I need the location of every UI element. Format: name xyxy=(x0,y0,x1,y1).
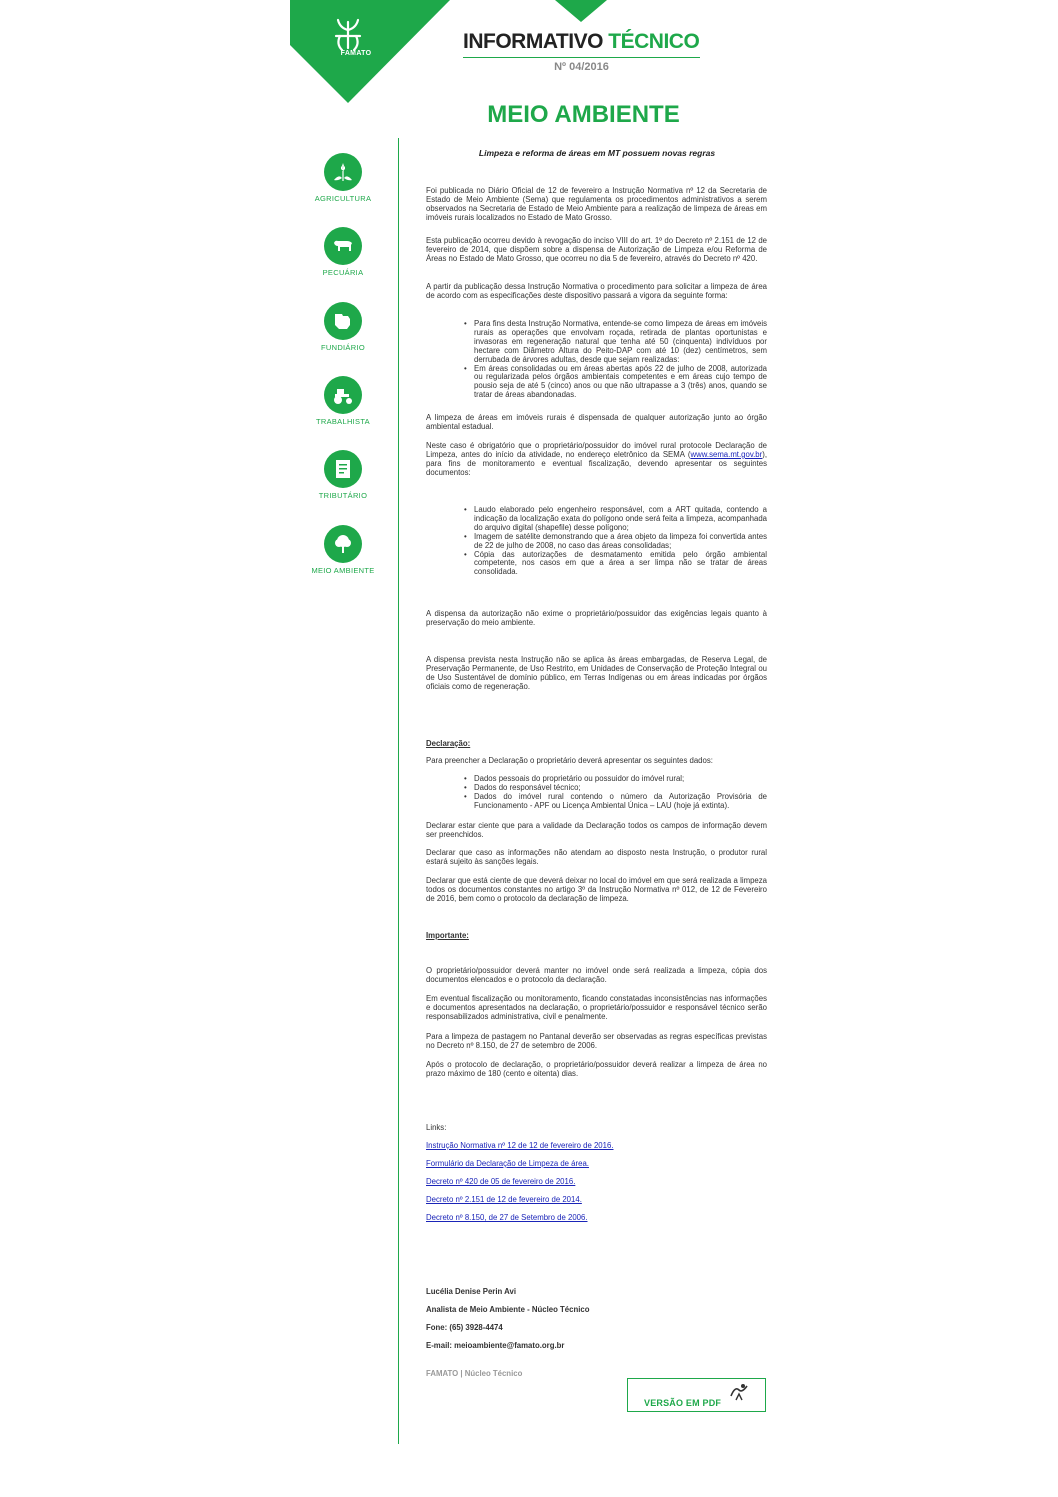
paragraph xyxy=(426,442,767,478)
signature-name: Lucélia Denise Perin Avi xyxy=(426,1287,516,1296)
pdf-version-button[interactable] xyxy=(627,1378,766,1412)
paragraph: Para preencher a Declaração o proprietário deverá apresentar os seguintes dados: xyxy=(426,756,713,765)
article-subtitle: Limpeza e reforma de áreas em MT possuem novas regras xyxy=(478,148,716,158)
paragraph: Declarar que está ciente de que deverá deixar no local do imóvel em que será realizada a limpeza todos os documentos constantes no artigo 3º da Instrução Normativa nº 012, de 12 de Fevereiro de 2016, bem como o protocolo da declaração de limpeza. xyxy=(426,876,767,903)
paragraph: Após o protocolo de declaração, o proprietário/possuidor deverá realizar a limpeza de área no prazo máximo de 180 (cento e oitenta) dias. xyxy=(426,1060,767,1078)
category-pecuaria[interactable] xyxy=(298,227,388,277)
signature-phone: Fone: (65) 3928-4474 xyxy=(426,1323,503,1332)
header-title xyxy=(463,30,699,54)
cattle-icon xyxy=(324,227,362,265)
heading-importante: Importante: xyxy=(426,931,469,940)
famato-logo-icon xyxy=(336,20,360,50)
category-label: MEIO AMBIENTE xyxy=(311,566,375,575)
list-declaration-data xyxy=(474,775,767,811)
list-item: • Laudo elaborado pelo engenheiro responsável, com a ART quitada, contendo a indicação da localização exata do polígono onde será feita a limpeza, acompanhada do arquivo digital (shapefile) desse polígono; xyxy=(474,506,767,533)
paragraph: Para a limpeza de pastagem no Pantanal deverão ser observadas as regras específicas previstas no Decreto nº 8.150, de 27 de setembro de 2006. xyxy=(426,1032,767,1050)
paragraph: Declarar estar ciente que para a validade da Declaração todos os campos de informação devem ser preenchidos. xyxy=(426,821,767,839)
section-title: MEIO AMBIENTE xyxy=(487,101,680,128)
header-notch xyxy=(555,0,607,22)
famato-logo-text: FAMATO xyxy=(340,50,372,57)
issue-number: Nº 04/2016 xyxy=(554,61,609,73)
category-tributario[interactable] xyxy=(298,450,388,500)
paragraph: Esta publicação ocorreu devido à revogação do inciso VIII do art. 1º do Decreto nº 2.151 de 12 de fevereiro de 2014, que dispõem sobre a dispensa de Autorização de Limpeza e/ou Reforma de Áreas no Estado de Mato Grosso, que ocorreu no dia 5 de fevereiro, através do Decreto nº 420. xyxy=(426,236,767,263)
list-item: • Dados do responsável técnico; xyxy=(474,784,767,793)
paragraph: A dispensa da autorização não exime o proprietário/possuidor das exigências legais quanto à preservação do meio ambiente. xyxy=(426,609,767,627)
link-decreto-2151[interactable]: Decreto nº 2.151 de 12 de fevereiro de 2014. xyxy=(426,1195,582,1204)
tree-icon xyxy=(324,525,362,563)
list-requirements xyxy=(474,320,767,400)
category-label: TRABALHISTA xyxy=(315,417,370,426)
list-documents xyxy=(474,506,767,577)
map-icon xyxy=(324,302,362,340)
tractor-icon xyxy=(324,376,362,414)
wheat-icon xyxy=(324,153,362,191)
vertical-divider xyxy=(398,138,399,1444)
paragraph: O proprietário/possuidor deverá manter no imóvel onde será realizada a limpeza, cópia dos documentos elencados e o protocolo da declaração. xyxy=(426,966,767,984)
link-decreto-420[interactable]: Decreto nº 420 de 05 de fevereiro de 2016. xyxy=(426,1177,576,1186)
list-item: • Imagem de satélite demonstrando que a área objeto da limpeza foi convertida antes de 22 de julho de 2008, no caso das áreas consolidadas; xyxy=(474,533,767,551)
pdf-icon xyxy=(728,1382,750,1402)
header-title-part2: TÉCNICO xyxy=(608,30,700,53)
list-item: • Dados pessoais do proprietário ou possuidor do imóvel rural; xyxy=(474,775,767,784)
pdf-button-label: VERSÃO EM PDF xyxy=(644,1398,722,1408)
list-item: • Para fins desta Instrução Normativa, entende-se como limpeza de áreas em imóveis rurais as operações que envolvam roçada, retirada de plantas oportunistas e invasoras em regeneração natural que tenha até 50 (cinquenta) indivíduos por hectare com Diâmetro Altura do Peito-DAP com até 10 (dez) centímetros, sem derrubada de árvores adultas, desde que sejam realizadas: xyxy=(474,320,767,365)
category-agricultura[interactable] xyxy=(298,153,388,203)
paragraph: Em eventual fiscalização ou monitoramento, ficando constatadas inconsistências nas informações e documentos apresentados na declaração, o proprietário/possuidor e responsável técnico serão responsabilizados administrativa, civil e penalmente. xyxy=(426,994,767,1021)
heading-declaracao: Declaração: xyxy=(426,739,471,748)
link-formulario-declaracao[interactable]: Formulário da Declaração de Limpeza de área. xyxy=(426,1159,589,1168)
category-fundiario[interactable] xyxy=(298,302,388,352)
list-item: • Dados do imóvel rural contendo o número da Autorização Provisória de Funcionamento - APF ou Licença Ambiental Única – LAU (hoje já extinta). xyxy=(474,793,767,811)
paragraph: Foi publicada no Diário Oficial de 12 de fevereiro a Instrução Normativa nº 12 da Secretaria de Estado de Meio Ambiente (Sema) que regulamenta os procedimentos administrativos a serem observados na Secretaria de Estado de Meio Ambiente para a realização de limpeza de áreas em imóveis rurais localizados no Estado de Mato Grosso. xyxy=(426,186,767,222)
category-label: PECUÁRIA xyxy=(322,268,364,277)
document-icon xyxy=(324,450,362,488)
category-trabalhista[interactable] xyxy=(298,376,388,426)
links-label: Links: xyxy=(426,1123,447,1132)
category-meio-ambiente[interactable] xyxy=(298,525,388,575)
link-decreto-8150[interactable]: Decreto nº 8.150, de 27 de Setembro de 2006. xyxy=(426,1213,588,1222)
paragraph-text: ), para fins de monitoramento e eventual fiscalização, devendo apresentar os seguintes documentos: xyxy=(426,449,767,477)
link-instrucao-normativa[interactable]: Instrução Normativa nº 12 de 12 de fevereiro de 2016. xyxy=(426,1141,614,1150)
sema-link[interactable]: www.sema.mt.gov.br xyxy=(690,449,763,459)
signature-email: E-mail: meioambiente@famato.org.br xyxy=(426,1341,565,1350)
header-divider xyxy=(463,57,700,58)
footer-text: FAMATO | Núcleo Técnico xyxy=(426,1369,523,1378)
paragraph: A partir da publicação dessa Instrução Normativa o procedimento para solicitar a limpeza de área de acordo com as especificações deste dispositivo passará a vigora da seguinte forma: xyxy=(426,282,767,300)
paragraph: Declarar que caso as informações não atendam ao disposto nesta Instrução, o produtor rural estará sujeito às sanções legais. xyxy=(426,848,767,866)
paragraph-text: Neste caso é obrigatório que o proprietário/possuidor do imóvel rural protocole Declaração de Limpeza, antes do início da atividade, no endereço eletrônico da SEMA ( xyxy=(426,441,767,459)
category-label: FUNDIÁRIO xyxy=(321,343,365,352)
category-label: TRIBUTÁRIO xyxy=(318,491,368,500)
list-item: • Cópia das autorizações de desmatamento emitida pelo órgão ambiental competente, nos casos em que a área a ser limpa não se tratar de áreas consolidada. xyxy=(474,551,767,578)
header-title-part1: INFORMATIVO xyxy=(463,30,603,53)
category-label: AGRICULTURA xyxy=(314,194,372,203)
signature-role: Analista de Meio Ambiente - Núcleo Técnico xyxy=(426,1305,590,1314)
paragraph: A dispensa prevista nesta Instrução não se aplica às áreas embargadas, de Reserva Legal, de Preservação Permanente, de Uso Restrito, em Unidades de Conservação de Proteção Integral ou de Uso Sustentável de domínio público, em Terras Indígenas ou em áreas indicadas por órgãos oficiais como de regeneração. xyxy=(426,655,767,691)
paragraph: A limpeza de áreas em imóveis rurais é dispensada de qualquer autorização junto ao órgão ambiental estadual. xyxy=(426,413,767,431)
list-item: • Em áreas consolidadas ou em áreas abertas após 22 de julho de 2008, autorizada ou regularizada pelos órgãos ambientais competentes e em áreas cujo tempo de pousio seja de até 5 (cinco) anos ou que não ultrapasse a 3 (três) anos, quando se tratar de áreas abandonadas. xyxy=(474,365,767,401)
